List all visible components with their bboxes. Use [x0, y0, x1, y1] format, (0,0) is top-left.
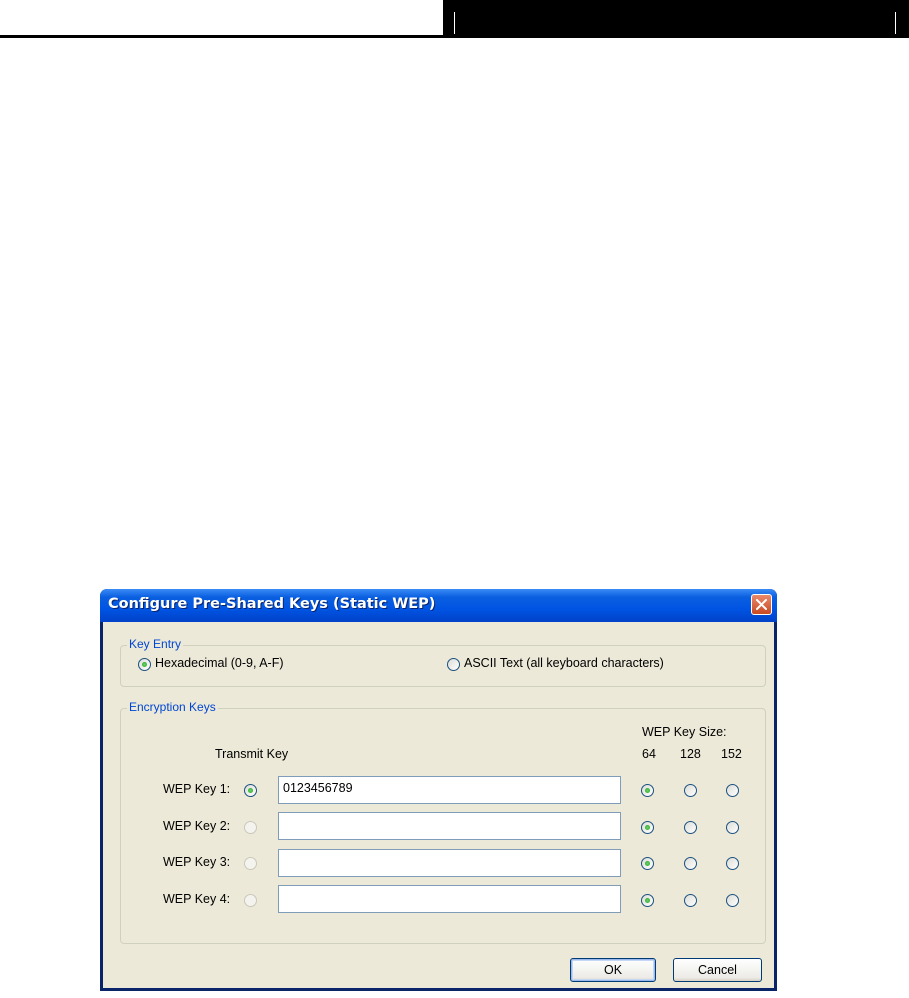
- document-header-bar: [443, 0, 909, 38]
- wep-key-1-size-152-radio[interactable]: [726, 784, 739, 797]
- ok-button[interactable]: OK: [570, 958, 656, 982]
- wep-key-3-size-128-radio[interactable]: [684, 857, 697, 870]
- wep-key-3-input[interactable]: [278, 849, 621, 877]
- document-header-rule: [0, 35, 443, 38]
- wep-key-1-label: WEP Key 1:: [163, 782, 231, 796]
- wep-key-4-input[interactable]: [278, 885, 621, 913]
- configure-wep-dialog: [100, 589, 777, 991]
- wep-key-3-transmit-radio[interactable]: [244, 857, 257, 870]
- header-divider: [895, 12, 896, 34]
- transmit-key-header: Transmit Key: [215, 747, 289, 761]
- wep-key-3-size-64-radio[interactable]: [641, 857, 654, 870]
- wep-key-4-label: WEP Key 4:: [163, 892, 231, 906]
- wep-key-4-size-64-radio[interactable]: [641, 894, 654, 907]
- wep-key-2-size-64-radio[interactable]: [641, 821, 654, 834]
- hexadecimal-radio[interactable]: [138, 658, 151, 671]
- ascii-text-label: ASCII Text (all keyboard characters): [464, 656, 664, 670]
- wep-key-2-label: WEP Key 2:: [163, 819, 231, 833]
- header-divider: [454, 12, 455, 34]
- encryption-keys-group: [120, 700, 766, 944]
- dialog-titlebar[interactable]: [100, 589, 777, 622]
- close-icon: [756, 599, 767, 610]
- size-128-header: 128: [680, 747, 701, 761]
- ascii-text-radio[interactable]: [447, 658, 460, 671]
- dialog-title: Configure Pre-Shared Keys (Static WEP): [108, 596, 436, 612]
- wep-key-2-transmit-radio[interactable]: [244, 821, 257, 834]
- key-entry-legend: Key Entry: [129, 637, 182, 651]
- wep-key-2-input[interactable]: [278, 812, 621, 840]
- dialog-client-area: [103, 622, 774, 988]
- wep-key-2-size-128-radio[interactable]: [684, 821, 697, 834]
- key-entry-group: [120, 637, 766, 687]
- cancel-button[interactable]: Cancel: [673, 958, 762, 982]
- wep-key-size-header: WEP Key Size:: [642, 725, 727, 739]
- wep-key-3-size-152-radio[interactable]: [726, 857, 739, 870]
- wep-key-2-size-152-radio[interactable]: [726, 821, 739, 834]
- wep-key-1-size-64-radio[interactable]: [641, 784, 654, 797]
- wep-key-3-label: WEP Key 3:: [163, 855, 231, 869]
- wep-key-1-size-128-radio[interactable]: [684, 784, 697, 797]
- encryption-keys-legend: Encryption Keys: [129, 700, 216, 714]
- close-button[interactable]: [751, 594, 772, 615]
- wep-key-4-transmit-radio[interactable]: [244, 894, 257, 907]
- hexadecimal-label: Hexadecimal (0-9, A-F): [155, 656, 284, 670]
- wep-key-4-size-152-radio[interactable]: [726, 894, 739, 907]
- size-152-header: 152: [721, 747, 742, 761]
- wep-key-4-size-128-radio[interactable]: [684, 894, 697, 907]
- size-64-header: 64: [642, 747, 656, 761]
- wep-key-1-input[interactable]: 0123456789: [278, 776, 621, 804]
- wep-key-1-transmit-radio[interactable]: [244, 784, 257, 797]
